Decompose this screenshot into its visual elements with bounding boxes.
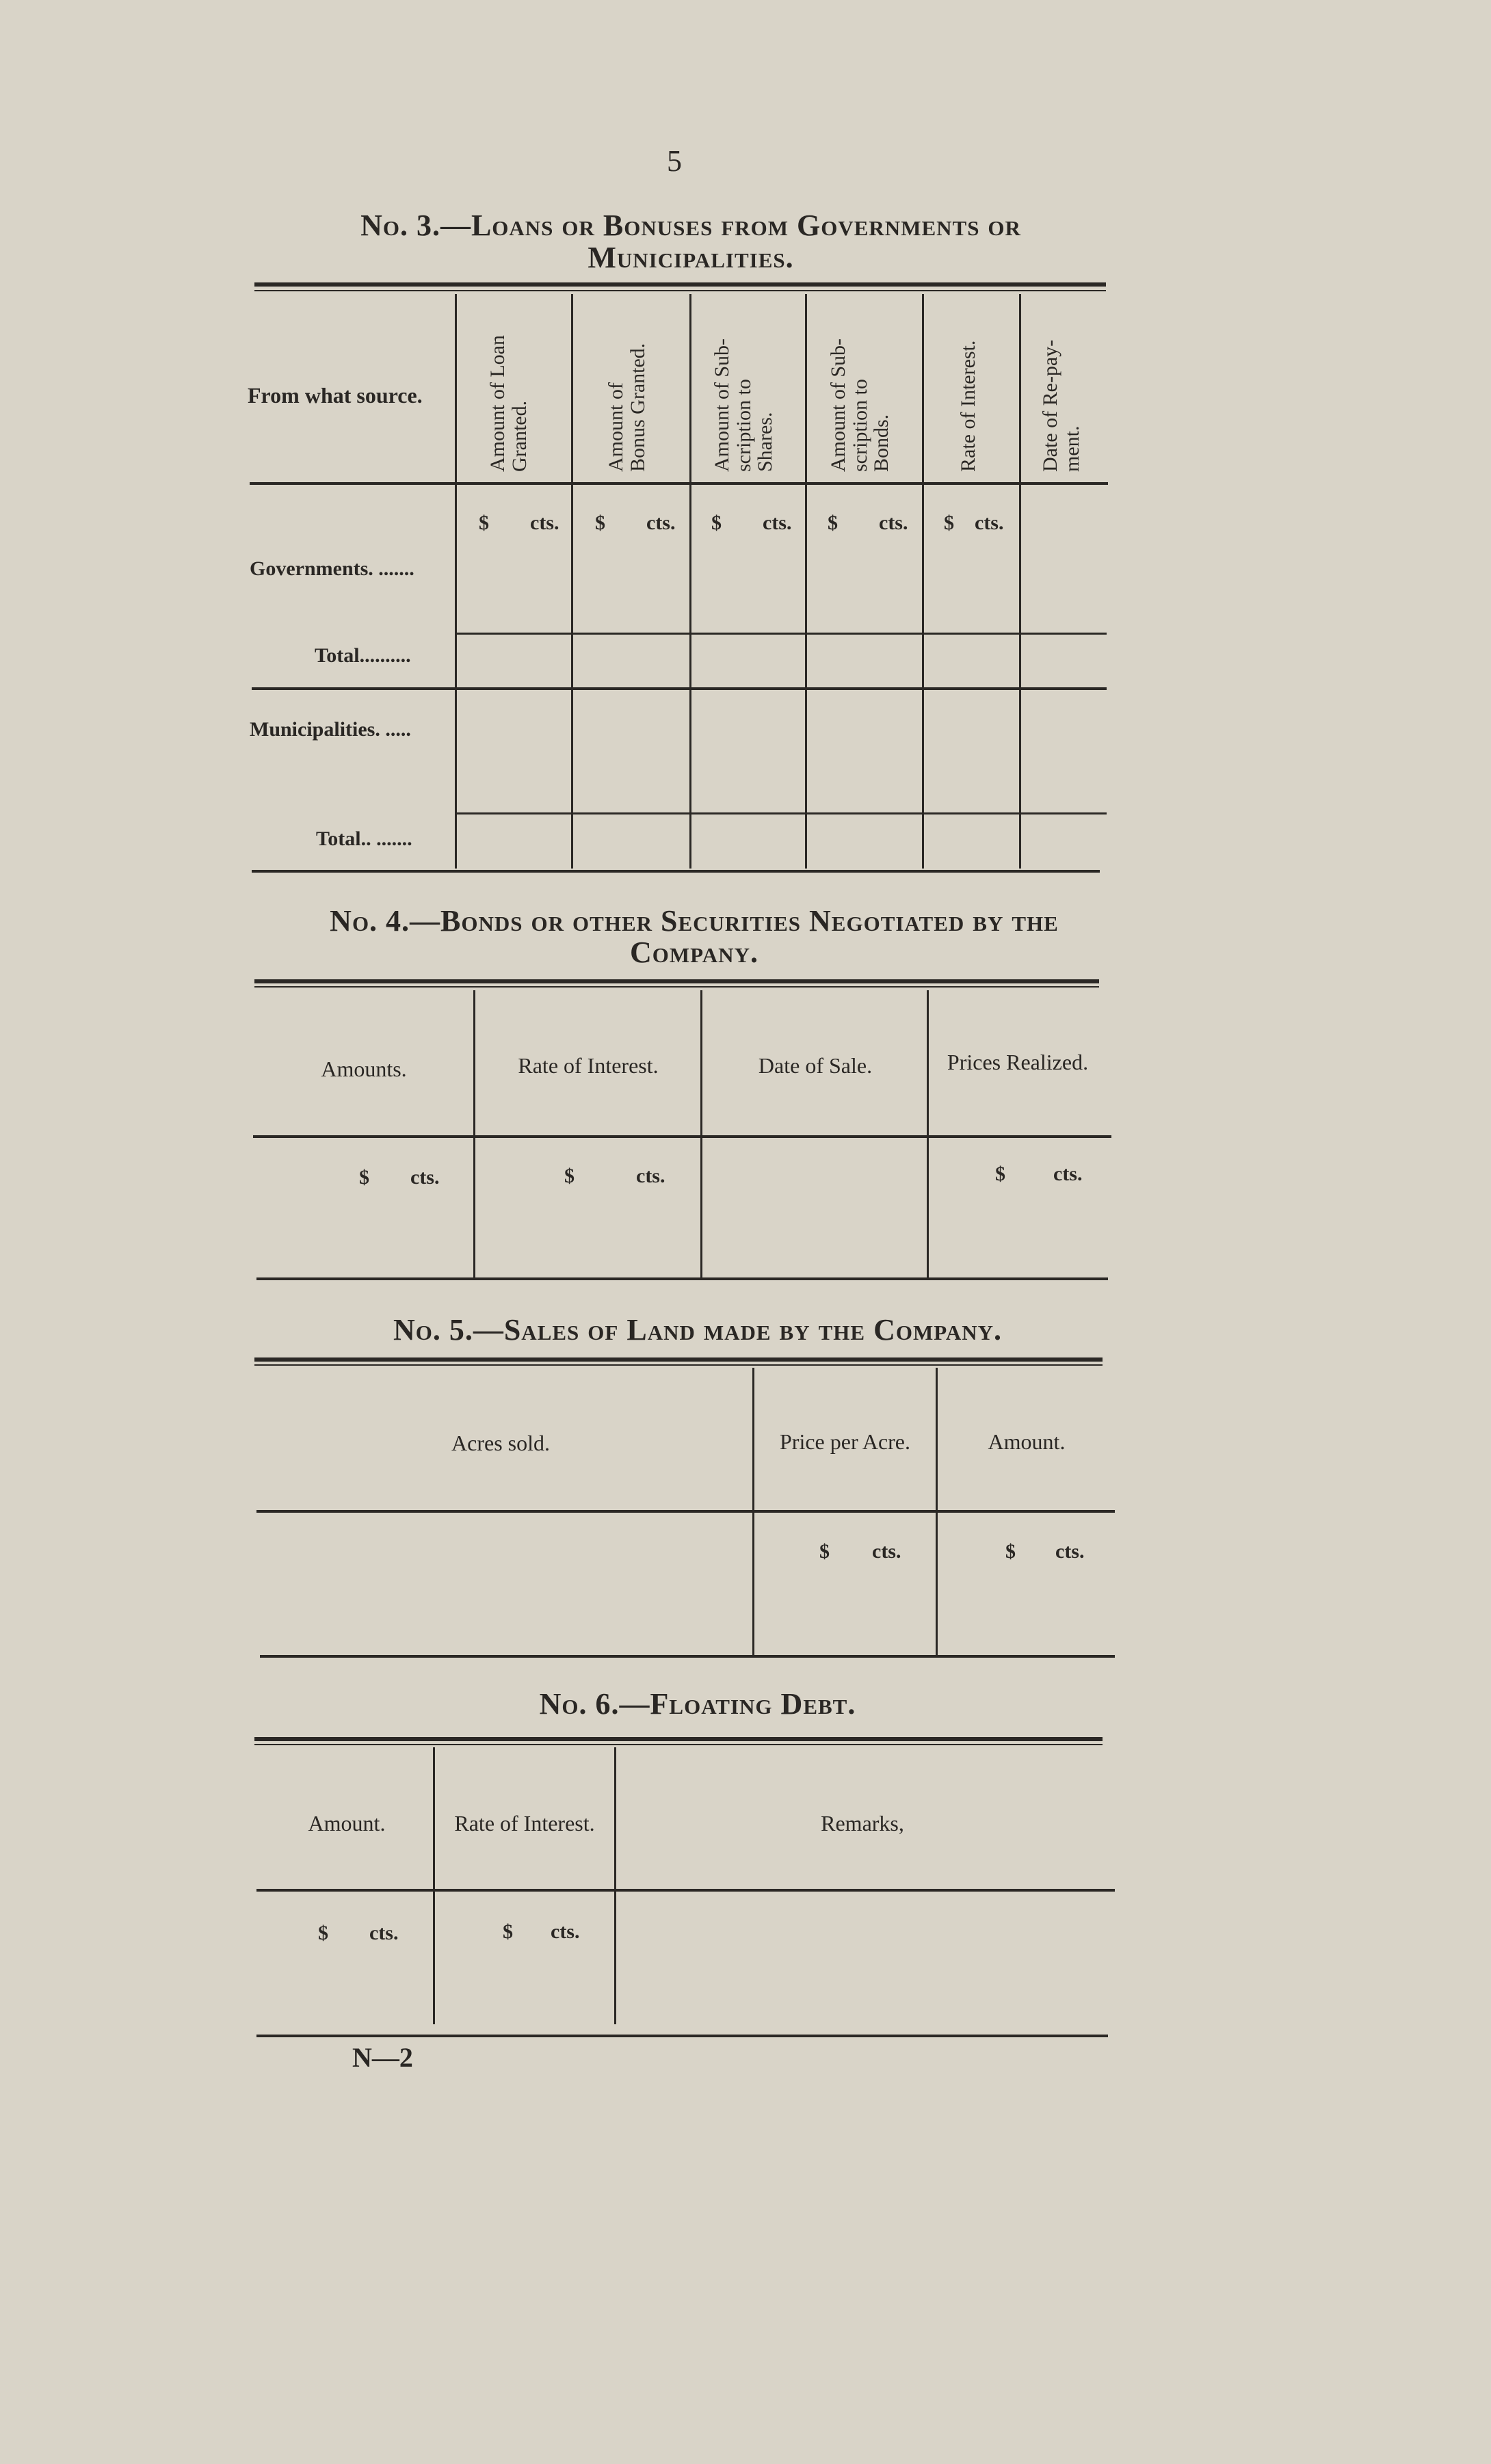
unit-dollar: $ [1005, 1540, 1016, 1563]
table6-header-rule [256, 1889, 1115, 1892]
table3-subtotal-rule [457, 633, 1107, 635]
table6-bottom-rule [256, 2035, 1108, 2037]
table3-top-rule-thin [254, 290, 1106, 291]
table3-col-header: Amount of Sub- scription to Bonds. [827, 339, 893, 472]
table4-heading-line1: No. 4.—Bonds or other Securities Negotiated by the [330, 904, 1059, 938]
table5-top-rule-thin [254, 1364, 1103, 1366]
table6-header-rate: Rate of Interest. [454, 1811, 595, 1836]
table5-heading: No. 5.—Sales of Land made by the Company. [393, 1313, 1003, 1347]
signature-mark: N—2 [352, 2042, 413, 2073]
table3-section-rule [252, 687, 1107, 690]
table4-col-divider [700, 990, 702, 1277]
table3-bottom-rule [252, 870, 1100, 873]
table5-header-amount: Amount. [988, 1429, 1066, 1454]
unit-cents: cts. [763, 512, 792, 534]
table6-col-divider [433, 1747, 435, 2024]
unit-cents: cts. [551, 1920, 580, 1943]
table5-header-price: Price per Acre. [779, 1429, 910, 1454]
table5-top-rule [254, 1357, 1103, 1362]
table4-header-rule [253, 1135, 1111, 1138]
unit-dollar: $ [819, 1540, 830, 1563]
table3-col-header: Rate of Interest. [957, 340, 979, 472]
table4-header-prices: Prices Realized. [947, 1050, 1089, 1074]
unit-dollar: $ [564, 1165, 575, 1187]
unit-dollar: $ [318, 1922, 328, 1944]
table3-col-header: Date of Re-pay- ment. [1039, 339, 1083, 472]
table4-col-divider [473, 990, 475, 1277]
table6-top-rule [254, 1737, 1103, 1741]
table3-col-divider [922, 294, 924, 869]
table3-col-header: Amount of Sub- scription to Shares. [711, 339, 776, 472]
table3-col-divider [1019, 294, 1021, 869]
table4-col-divider [927, 990, 929, 1277]
unit-dollar: $ [359, 1166, 369, 1189]
unit-cents: cts. [975, 512, 1004, 534]
table3-col-divider [689, 294, 691, 869]
unit-dollar: $ [828, 512, 838, 534]
table4-bottom-rule [256, 1277, 1108, 1280]
table4-header-amounts: Amounts. [321, 1057, 407, 1081]
unit-cents: cts. [636, 1165, 665, 1187]
table6-header-remarks: Remarks, [821, 1811, 904, 1836]
unit-cents: cts. [879, 512, 908, 534]
table3-col-divider [805, 294, 807, 869]
unit-dollar: $ [595, 512, 605, 534]
unit-dollar: $ [503, 1920, 513, 1943]
table6-header-amount: Amount. [308, 1811, 386, 1836]
table3-col-divider [455, 294, 457, 869]
table4-top-rule [254, 979, 1099, 983]
table6-col-divider [614, 1747, 616, 2024]
table3-col-header: Amount of Bonus Granted. [605, 343, 649, 472]
unit-cents: cts. [1055, 1540, 1085, 1563]
unit-dollar: $ [944, 512, 954, 534]
row-label-municipalities: Municipalities. ..... [250, 718, 411, 741]
table5-header-rule [256, 1510, 1115, 1513]
unit-cents: cts. [410, 1166, 440, 1189]
table4-heading-line2: Company. [630, 936, 758, 969]
unit-dollar: $ [995, 1163, 1005, 1185]
table3-heading-line2: Municipalities. [588, 241, 794, 274]
table3-col-header: Amount of Loan Granted. [486, 335, 531, 472]
table3-source-header: From what source. [248, 383, 423, 408]
unit-cents: cts. [369, 1922, 399, 1944]
row-label-total: Total.. ....... [316, 827, 412, 850]
table4-top-rule-thin [254, 986, 1099, 988]
table6-heading: No. 6.—Floating Debt. [539, 1687, 856, 1721]
unit-cents: cts. [872, 1540, 901, 1563]
table3-col-divider [571, 294, 573, 869]
unit-cents: cts. [646, 512, 676, 534]
row-label-total: Total.......... [315, 644, 411, 667]
table5-bottom-rule [260, 1655, 1115, 1658]
unit-dollar: $ [479, 512, 489, 534]
page-number: 5 [667, 144, 682, 178]
table4-header-date: Date of Sale. [758, 1053, 873, 1078]
table3-heading-line1: No. 3.—Loans or Bonuses from Governments or [360, 209, 1021, 242]
row-label-governments: Governments. ....... [250, 557, 414, 580]
table4-header-rate: Rate of Interest. [518, 1053, 659, 1078]
table5-header-acres: Acres sold. [451, 1431, 550, 1455]
table6-top-rule-thin [254, 1744, 1103, 1745]
table3-header-rule [250, 482, 1108, 485]
unit-cents: cts. [1053, 1163, 1083, 1185]
unit-cents: cts. [530, 512, 559, 534]
table3-top-rule [254, 282, 1106, 287]
table3-subtotal-rule [457, 812, 1107, 814]
unit-dollar: $ [711, 512, 722, 534]
